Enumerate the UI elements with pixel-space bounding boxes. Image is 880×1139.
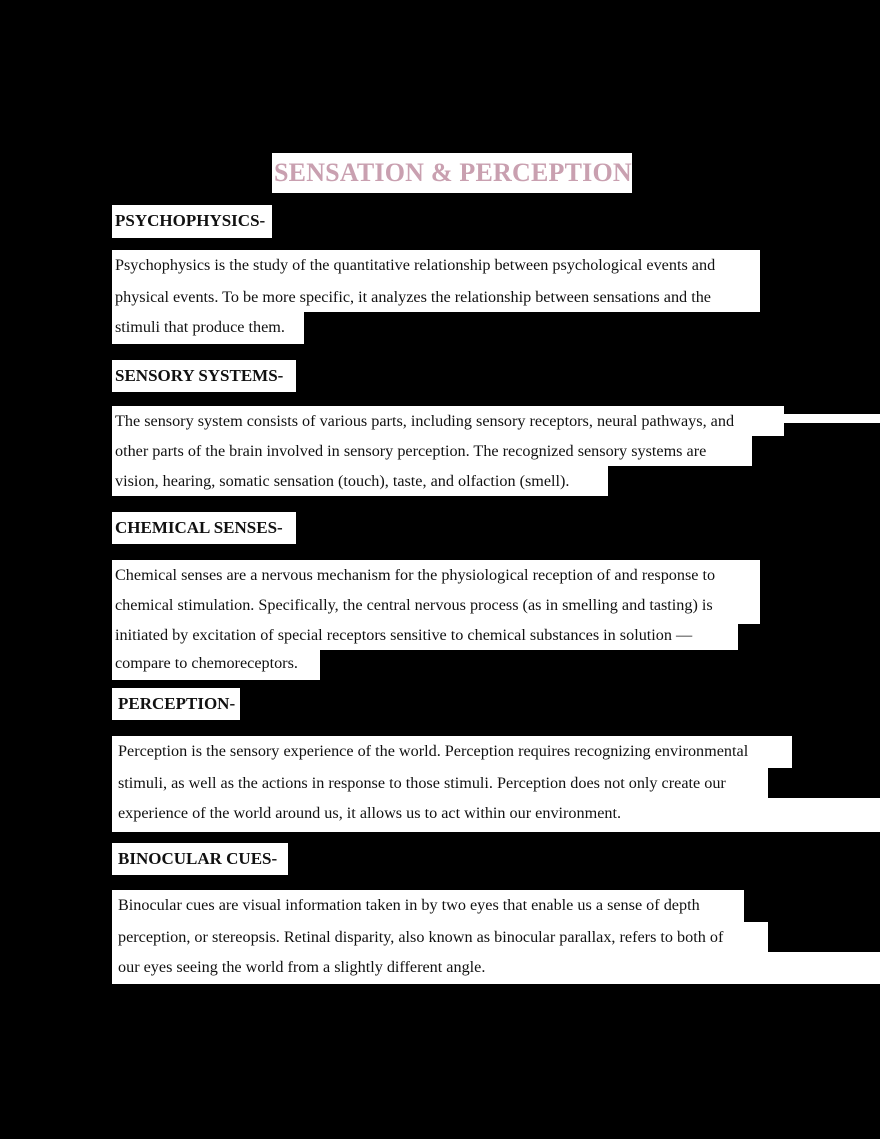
- paragraph-line: stimuli, as well as the actions in response to those stimuli. Perception does not only create our: [112, 768, 768, 798]
- paragraph-line: chemical stimulation. Specifically, the central nervous process (as in smelling and tasting) is: [112, 590, 760, 624]
- document-title: SENSATION & PERCEPTION: [272, 153, 632, 193]
- paragraph-line: physical events. To be more specific, it analyzes the relationship between sensations and the: [112, 282, 760, 312]
- section-heading-sensory-systems: SENSORY SYSTEMS-: [112, 360, 296, 392]
- section-heading-binocular-cues: BINOCULAR CUES-: [112, 843, 288, 875]
- paragraph-line: other parts of the brain involved in sensory perception. The recognized sensory systems are: [112, 436, 752, 466]
- paragraph-line: Binocular cues are visual information taken in by two eyes that enable us a sense of depth: [112, 890, 744, 922]
- section-heading-chemical-senses: CHEMICAL SENSES-: [112, 512, 296, 544]
- paragraph-line: experience of the world around us, it allows us to act within our environment.: [112, 798, 880, 832]
- paragraph-line: Chemical senses are a nervous mechanism for the physiological reception of and response to: [112, 560, 760, 590]
- paragraph-line: compare to chemoreceptors.: [112, 648, 320, 680]
- paragraph-line: The sensory system consists of various parts, including sensory receptors, neural pathways, and: [112, 406, 784, 436]
- highlight-strip: [784, 414, 880, 423]
- section-heading-psychophysics: PSYCHOPHYSICS-: [112, 205, 272, 238]
- paragraph-line: Perception is the sensory experience of the world. Perception requires recognizing environmental: [112, 736, 792, 768]
- paragraph-line: our eyes seeing the world from a slightly different angle.: [112, 952, 880, 984]
- paragraph-line: vision, hearing, somatic sensation (touch), taste, and olfaction (smell).: [112, 466, 608, 496]
- paragraph-line: Psychophysics is the study of the quantitative relationship between psychological events and: [112, 250, 760, 282]
- section-heading-perception: PERCEPTION-: [112, 688, 240, 720]
- paragraph-line: stimuli that produce them.: [112, 312, 304, 344]
- paragraph-line: initiated by excitation of special receptors sensitive to chemical substances in solution —: [112, 620, 738, 650]
- paragraph-line: perception, or stereopsis. Retinal disparity, also known as binocular parallax, refers to both of: [112, 922, 768, 952]
